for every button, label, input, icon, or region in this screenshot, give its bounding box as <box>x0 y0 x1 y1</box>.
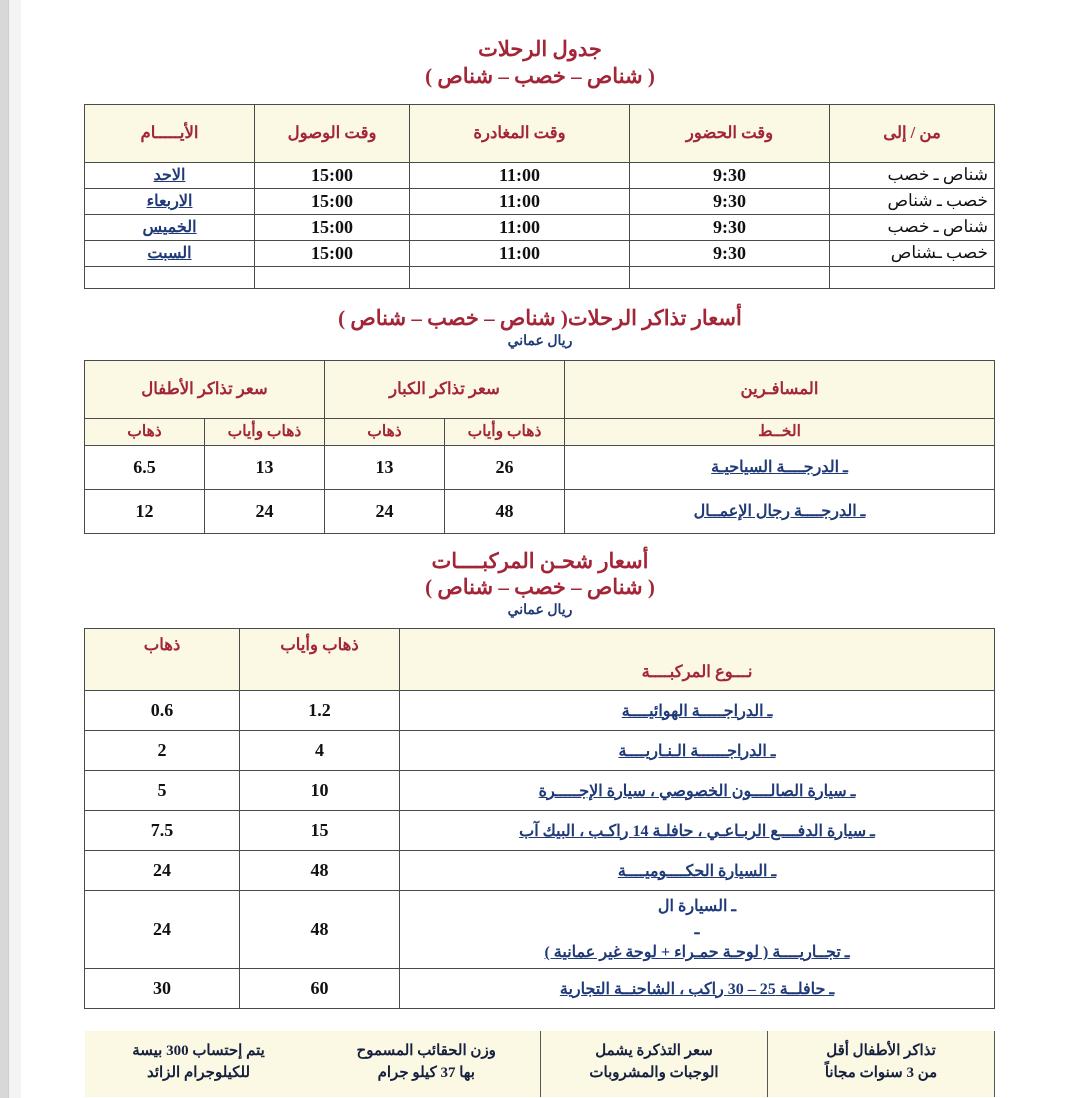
cell-return-price: 15 <box>240 811 400 851</box>
table-row <box>85 731 995 771</box>
cell-vehicle-type: ـ سيارة الدفــــع الربـاعـي ، حافلـة 14 راكـب ، البيك آب <box>400 811 995 851</box>
cell-day: الاحد <box>85 162 255 188</box>
cell-adult-return: 26 <box>445 445 565 489</box>
cell-route: خصب ـ شناص <box>830 188 995 214</box>
ticket-prices-title <box>0 289 1080 351</box>
cell-day: الاربعاء <box>85 188 255 214</box>
table-sub-header-row <box>84 418 994 445</box>
ticket-prices-title-line1: أسعار تذاكر الرحلات( شناص – خصب – شناص ) <box>338 305 742 330</box>
cell-oneway-price: 24 <box>85 891 240 969</box>
cell-departure: 11:00 <box>410 162 630 188</box>
flight-schedule-title-line2: ( شناص – خصب – شناص ) <box>425 63 655 88</box>
cell-child-return: 13 <box>204 445 324 489</box>
col-header-oneway: ذهاب <box>85 629 240 691</box>
table-row <box>85 162 995 188</box>
col-header-adult-oneway: ذهاب <box>324 418 444 445</box>
footer-notes-wrap <box>0 1009 1080 1097</box>
col-header-arrival-time: وقت الوصول <box>255 104 410 162</box>
cell-oneway-price: 30 <box>85 969 240 1009</box>
cell-arrival: 15:00 <box>255 240 410 266</box>
cell-checkin: 9:30 <box>630 162 830 188</box>
table-row <box>85 188 995 214</box>
table-row <box>85 851 995 891</box>
footer-notes-table <box>85 1031 996 1097</box>
col-header-line: الخــط <box>565 418 995 445</box>
footer-notes-row <box>85 1031 995 1097</box>
cell-day: السبت <box>85 240 255 266</box>
cell-oneway-price: 7.5 <box>85 811 240 851</box>
cell-return-price: 10 <box>240 771 400 811</box>
cell-oneway-price: 2 <box>85 731 240 771</box>
cell-return-price: 48 <box>240 891 400 969</box>
cell-departure: 11:00 <box>410 188 630 214</box>
col-header-adult-return: ذهاب وأياب <box>445 418 565 445</box>
cell-arrival: 15:00 <box>255 188 410 214</box>
cell-vehicle-type-line3: ـ تجــاريــــة ( لوحـة حمـراء + لوحة غير عمانية ) <box>544 944 850 962</box>
vehicle-shipping-title-line1: أسعار شحـن المركبــــات <box>431 548 649 573</box>
ticket-prices-table-wrap <box>0 351 1080 534</box>
flight-schedule-title <box>0 0 1080 90</box>
col-header-adult-price: سعر تذاكر الكبار <box>324 360 564 418</box>
vehicle-shipping-table-wrap <box>0 620 1080 1009</box>
cell-return-price: 4 <box>240 731 400 771</box>
col-header-vehicle-type: نـــوع المركبــــة <box>400 629 995 691</box>
cell-oneway-price: 24 <box>85 851 240 891</box>
cell-route: خصب ـشناص <box>830 240 995 266</box>
table-row <box>85 214 995 240</box>
table-row <box>85 969 995 1009</box>
footer-note-line1: سعر التذكرة يشمل <box>595 1043 713 1060</box>
cell-arrival: 15:00 <box>255 214 410 240</box>
cell-vehicle-type: ـ الدراجــــــة الـنـاريــــة <box>400 731 995 771</box>
cell-departure: 11:00 <box>410 240 630 266</box>
ticket-prices-table <box>84 360 995 534</box>
table-row <box>85 691 995 731</box>
cell-vehicle-type: ـ سيارة الصالــــون الخصوصي ، سيارة الإجـــــرة <box>400 771 995 811</box>
table-row <box>85 891 995 969</box>
ticket-prices-currency: ريال عماني <box>507 333 573 349</box>
table-header-row <box>85 629 995 691</box>
flight-schedule-title-line1: جدول الرحلات <box>478 37 602 61</box>
footer-note <box>313 1031 541 1097</box>
cell-checkin: 9:30 <box>630 188 830 214</box>
cell-adult-oneway: 24 <box>324 489 444 533</box>
table-spacer-row <box>85 266 995 288</box>
col-header-child-return: ذهاب وأياب <box>204 418 324 445</box>
footer-note <box>541 1031 768 1097</box>
cell-vehicle-type-line1: ـ السيارة ال <box>657 897 737 915</box>
cell-checkin: 9:30 <box>630 240 830 266</box>
table-header-row <box>85 104 995 162</box>
vehicle-shipping-title-line2: ( شناص – خصب – شناص ) <box>425 575 655 600</box>
cell-class-name: ـ الدرجــــة السياحيـة <box>565 445 995 489</box>
cell-vehicle-type-line2: ـ <box>694 921 700 939</box>
cell-route: شناص ـ خصب <box>830 162 995 188</box>
table-row <box>84 445 994 489</box>
cell-oneway-price: 5 <box>85 771 240 811</box>
cell-vehicle-type: ـ حافلــة 25 – 30 راكب ، الشاحنــة التجارية <box>400 969 995 1009</box>
col-header-departure-time: وقت المغادرة <box>410 104 630 162</box>
cell-return-price: 60 <box>240 969 400 1009</box>
flight-schedule-table-wrap <box>0 90 1080 289</box>
spacer-cell <box>410 266 630 288</box>
col-header-return: ذهاب وأياب <box>240 629 400 691</box>
col-header-child-price: سعر تذاكر الأطفال <box>84 360 324 418</box>
cell-route: شناص ـ خصب <box>830 214 995 240</box>
cell-child-oneway: 12 <box>84 489 204 533</box>
table-row <box>85 240 995 266</box>
footer-note-line2: للكيلوجرام الزائد <box>146 1064 251 1081</box>
cell-checkin: 9:30 <box>630 214 830 240</box>
spacer-cell <box>630 266 830 288</box>
col-header-passengers: المسافـرين <box>565 360 995 418</box>
spacer-cell <box>830 266 995 288</box>
vehicle-shipping-title <box>0 534 1080 621</box>
cell-vehicle-type <box>400 891 995 969</box>
footer-note <box>85 1031 313 1097</box>
col-header-days: الأيـــــام <box>85 104 255 162</box>
cell-adult-return: 48 <box>445 489 565 533</box>
footer-note <box>768 1031 995 1097</box>
table-row <box>85 811 995 851</box>
cell-arrival: 15:00 <box>255 162 410 188</box>
flight-schedule-table <box>84 104 995 289</box>
vehicle-shipping-table <box>84 628 995 1009</box>
cell-return-price: 1.2 <box>240 691 400 731</box>
cell-child-oneway: 6.5 <box>84 445 204 489</box>
footer-note-line1: وزن الحقائب المسموح <box>356 1043 496 1060</box>
cell-child-return: 24 <box>204 489 324 533</box>
table-row <box>84 489 994 533</box>
cell-adult-oneway: 13 <box>324 445 444 489</box>
cell-day: الخميس <box>85 214 255 240</box>
footer-note-line2: الوجبات والمشروبات <box>589 1064 719 1081</box>
cell-return-price: 48 <box>240 851 400 891</box>
table-group-header-row <box>84 360 994 418</box>
cell-departure: 11:00 <box>410 214 630 240</box>
col-header-checkin-time: وقت الحضور <box>630 104 830 162</box>
footer-note-line1: يتم إحتساب 300 بيسة <box>132 1043 265 1060</box>
spacer-cell <box>85 266 255 288</box>
spacer-cell <box>255 266 410 288</box>
vehicle-shipping-currency: ريال عماني <box>507 603 573 619</box>
footer-note-line2: بها 37 كيلو جرام <box>377 1064 475 1081</box>
cell-vehicle-type: ـ السيارة الحكــــوميــــة <box>400 851 995 891</box>
cell-oneway-price: 0.6 <box>85 691 240 731</box>
col-header-from-to: من / إلى <box>830 104 995 162</box>
footer-note-line2: من 3 سنوات مجاناً <box>824 1064 938 1081</box>
col-header-child-oneway: ذهاب <box>84 418 204 445</box>
table-row <box>85 771 995 811</box>
cell-vehicle-type: ـ الدراجـــــة الهوائيــــة <box>400 691 995 731</box>
cell-class-name: ـ الدرجــــة رجال الإعمــال <box>565 489 995 533</box>
footer-note-line1: تذاكر الأطفال أقل <box>826 1043 936 1060</box>
